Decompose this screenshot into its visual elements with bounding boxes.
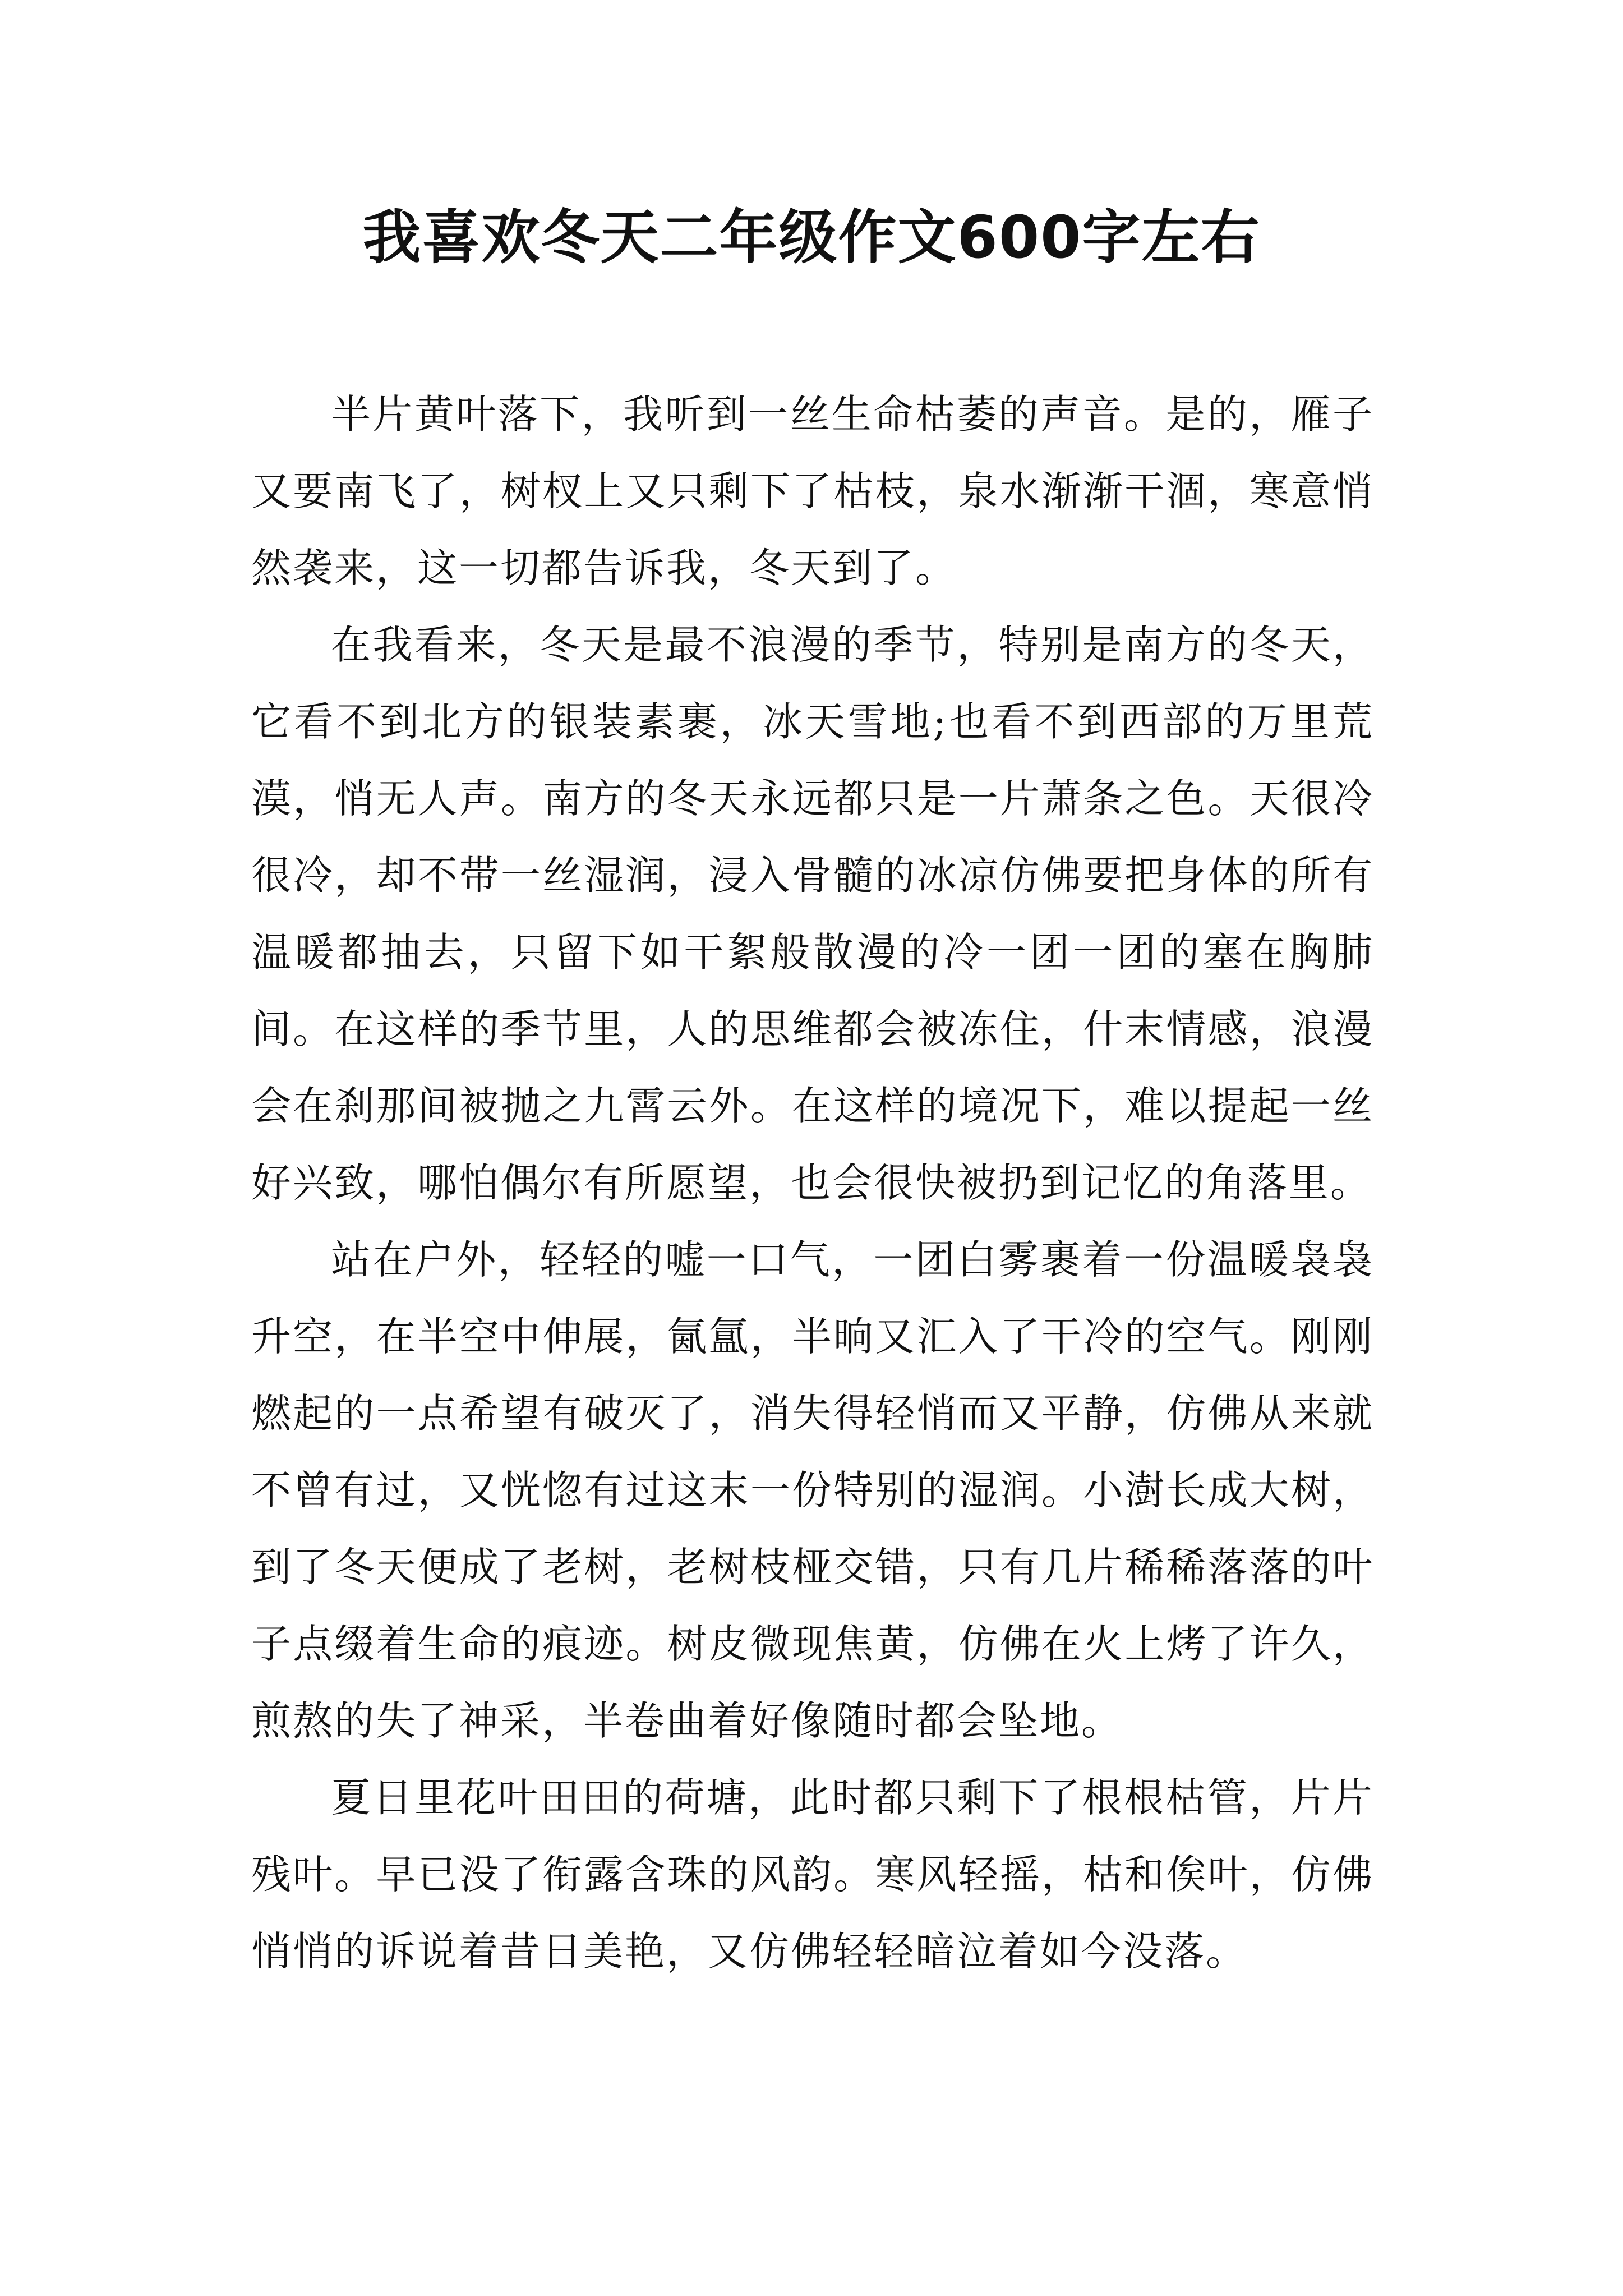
- paragraph-1: 半片黄叶落下，我听到一丝生命枯萎的声音。是的，雁子又要南飞了，树杈上又只剩下了枯枝，泉水渐渐干涸，寒意悄然袭来，这一切都告诉我，冬天到了。: [251, 391, 1374, 591]
- document-body: [251, 376, 1374, 1990]
- paragraph-2: 在我看来，冬天是最不浪漫的季节，特别是南方的冬天，它看不到北方的银装素裹，冰天雪地;也看不到西部的万里荒漠，悄无人声。南方的冬天永远都只是一片萧条之色。天很冷很冷，却不带一丝湿润，浸入骨髓的冰凉仿佛要把身体的所有温暖都抽去，只留下如干絮般散漫的冷一团一团的塞在胸肺间。在这样的季节里，人的思维都会被冻住，什末情感，浪漫会在刹那间被抛之九霄云外。在这样的境况下，难以提起一丝好兴致，哪怕偶尔有所愿望，也会很快被扔到记忆的角落里。: [251, 622, 1374, 1206]
- document-title: 我喜欢冬天二年级作文600字左右: [362, 203, 1261, 272]
- paragraph-3: 站在户外，轻轻的嘘一口气，一团白雾裹着一份温暖袅袅升空，在半空中伸展，氤氲，半晌又汇入了干冷的空气。刚刚燃起的一点希望有破灭了，消失得轻悄而又平静，仿佛从来就不曾有过，又恍惚有过这末一份特别的湿润。小澍长成大树，到了冬天便成了老树，老树枝桠交错，只有几片稀稀落落的叶子点缀着生命的痕迹。树皮微现焦黄，仿佛在火上烤了许久，煎熬的失了神采，半卷曲着好像随时都会坠地。: [251, 1236, 1374, 1744]
- paragraph-4: 夏日里花叶田田的荷塘，此时都只剩下了根根枯管，片片残叶。早已没了衔露含珠的风韵。寒风轻摇，枯和俟叶，仿佛悄悄的诉说着昔日美艳，又仿佛轻轻暗泣着如今没落。: [251, 1774, 1374, 1975]
